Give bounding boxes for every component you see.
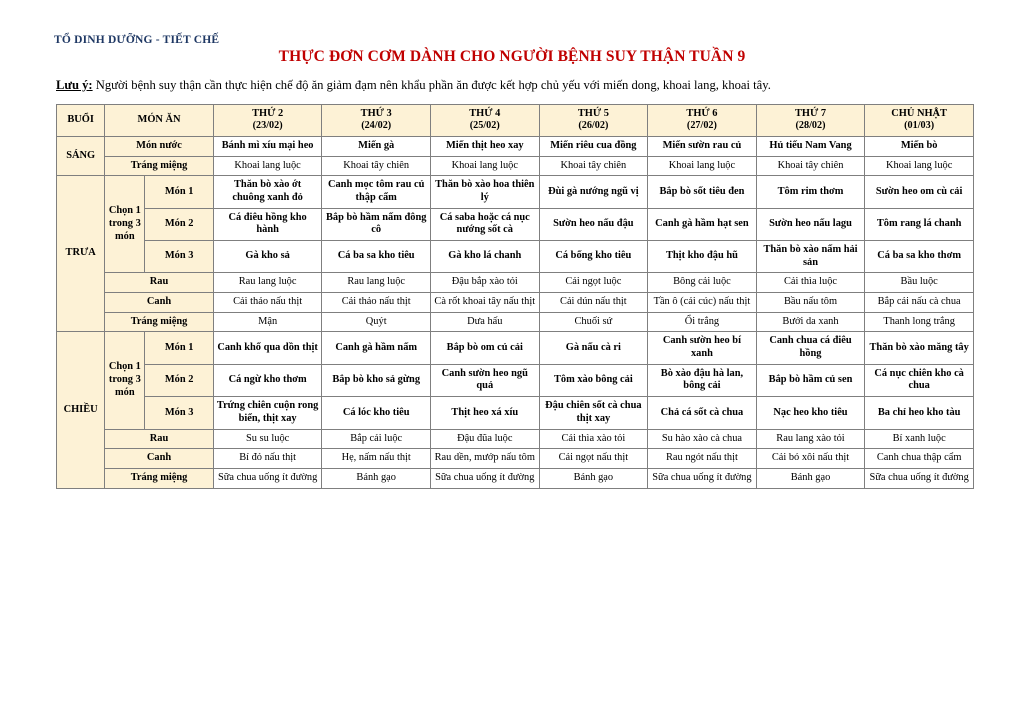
menu-cell: Bông cải luộc: [648, 273, 757, 293]
menu-cell: Đậu bắp xào tỏi: [430, 273, 539, 293]
menu-cell: Canh gà hầm hạt sen: [648, 208, 757, 240]
note-line: [56, 78, 972, 94]
menu-cell: Miến riêu cua đồng: [539, 136, 648, 156]
menu-cell: Khoai lang luộc: [865, 156, 974, 176]
menu-cell: Khoai tây chiên: [756, 156, 865, 176]
menu-cell: Bò xào đậu hà lan, bông cải: [648, 364, 757, 396]
menu-cell: Cá ba sa kho thơm: [865, 240, 974, 272]
header-day-tue: [322, 104, 431, 136]
header-day-sun: [865, 104, 974, 136]
menu-cell: Bắp bò hầm củ sen: [756, 364, 865, 396]
menu-cell: Miến bò: [865, 136, 974, 156]
row-label: Rau: [105, 273, 214, 293]
menu-cell: Thanh long trắng: [865, 312, 974, 332]
menu-cell: Khoai tây chiên: [539, 156, 648, 176]
menu-cell: Thăn bò xào măng tây: [865, 332, 974, 364]
menu-cell: Su hào xào cà chua: [648, 429, 757, 449]
table-row: [57, 208, 974, 240]
header-day-sat: [756, 104, 865, 136]
menu-cell: Bắp cải nấu cà chua: [865, 293, 974, 313]
menu-cell: Cải ngọt luộc: [539, 273, 648, 293]
menu-cell: Thăn bò xào hoa thiên lý: [430, 176, 539, 208]
menu-cell: Miến gà: [322, 136, 431, 156]
menu-cell: Cải thìa xào tỏi: [539, 429, 648, 449]
menu-cell: Đậu đũa luộc: [430, 429, 539, 449]
table-row: [57, 364, 974, 396]
menu-cell: Canh gà hầm nấm: [322, 332, 431, 364]
menu-cell: Sườn heo om cù cải: [865, 176, 974, 208]
header-day-wed: [430, 104, 539, 136]
menu-cell: Cá nục chiên kho cà chua: [865, 364, 974, 396]
table-row: [57, 332, 974, 364]
menu-cell: Thăn bò xào ớt chuông xanh đỏ: [213, 176, 322, 208]
menu-cell: Bắp bò sốt tiêu đen: [648, 176, 757, 208]
menu-cell: Cá ngừ kho thơm: [213, 364, 322, 396]
menu-cell: Ba chỉ heo kho tàu: [865, 397, 974, 429]
menu-cell: Bắp bò hầm nấm đông cô: [322, 208, 431, 240]
menu-cell: Bắp bò om củ cải: [430, 332, 539, 364]
menu-cell: Cà rốt khoai tây nấu thịt: [430, 293, 539, 313]
menu-cell: Cá điêu hồng kho hành: [213, 208, 322, 240]
menu-cell: Bưởi da xanh: [756, 312, 865, 332]
day-name: THỨ 5: [577, 107, 609, 119]
menu-cell: Cải thìa luộc: [756, 273, 865, 293]
note-label: Lưu ý:: [56, 78, 93, 92]
menu-cell: Tôm xào bông cải: [539, 364, 648, 396]
menu-cell: Cá ba sa kho tiêu: [322, 240, 431, 272]
menu-cell: Ổi trắng: [648, 312, 757, 332]
menu-cell: Sữa chua uống ít đường: [648, 468, 757, 488]
day-name: THỨ 2: [252, 107, 284, 119]
menu-cell: Thịt heo xá xíu: [430, 397, 539, 429]
menu-cell: Rau lang xào tỏi: [756, 429, 865, 449]
menu-cell: Bánh gạo: [756, 468, 865, 488]
row-label: Tráng miệng: [105, 156, 214, 176]
day-date: (01/03): [904, 120, 935, 132]
row-label: Món 2: [145, 208, 213, 240]
menu-cell: Cá saba hoặc cá nục nướng sốt cà: [430, 208, 539, 240]
menu-cell: Sườn heo nấu đậu: [539, 208, 648, 240]
table-row: [57, 156, 974, 176]
row-label: Món 3: [145, 240, 213, 272]
day-name: THỨ 4: [469, 107, 501, 119]
menu-cell: Khoai lang luộc: [213, 156, 322, 176]
table-head: [57, 104, 974, 136]
menu-cell: Cải dún nấu thịt: [539, 293, 648, 313]
menu-cell: Canh chua cá điêu hồng: [756, 332, 865, 364]
day-name: THỨ 7: [794, 107, 827, 119]
menu-cell: Quýt: [322, 312, 431, 332]
day-date: (24/02): [361, 120, 392, 132]
menu-cell: Miến thịt heo xay: [430, 136, 539, 156]
department-heading: TỔ DINH DƯỠNG - TIẾT CHẾ: [54, 34, 220, 46]
menu-cell: Gà kho lá chanh: [430, 240, 539, 272]
table-row: [57, 273, 974, 293]
table-row: [57, 293, 974, 313]
header-day-thu: [539, 104, 648, 136]
menu-cell: Canh mọc tôm rau củ thập cẩm: [322, 176, 431, 208]
menu-cell: Cá lóc kho tiêu: [322, 397, 431, 429]
menu-cell: Hẹ, nấm nấu thịt: [322, 449, 431, 469]
day-date: (25/02): [469, 120, 500, 132]
menu-cell: Nạc heo kho tiêu: [756, 397, 865, 429]
menu-cell: Canh sườn heo ngũ quả: [430, 364, 539, 396]
menu-cell: Rau lang luộc: [213, 273, 322, 293]
table-row: [57, 136, 974, 156]
row-label: Món 1: [145, 332, 213, 364]
row-label: Tráng miệng: [105, 312, 214, 332]
day-name: THỨ 3: [360, 107, 392, 119]
menu-cell: Bầu luộc: [865, 273, 974, 293]
menu-cell: Cải thảo nấu thịt: [322, 293, 431, 313]
menu-cell: Tần ô (cải cúc) nấu thịt: [648, 293, 757, 313]
menu-cell: Chả cá sốt cà chua: [648, 397, 757, 429]
menu-cell: Chuối sứ: [539, 312, 648, 332]
menu-cell: Gà nấu cà ri: [539, 332, 648, 364]
menu-cell: Bầu nấu tôm: [756, 293, 865, 313]
menu-cell: Cải ngọt nấu thịt: [539, 449, 648, 469]
header-day-mon: [213, 104, 322, 136]
menu-cell: Thăn bò xào nấm hải sản: [756, 240, 865, 272]
menu-cell: Rau dền, mướp nấu tôm: [430, 449, 539, 469]
note-text: Người bệnh suy thận cần thực hiện chế độ ăn giảm đạm nên khẩu phần ăn được kết hợp chủ yếu với miến dong, khoai lang, khoai tây.: [92, 78, 771, 92]
row-label: Rau: [105, 429, 214, 449]
menu-cell: Cải bó xôi nấu thịt: [756, 449, 865, 469]
row-label: Món 3: [145, 397, 213, 429]
day-date: (27/02): [686, 120, 717, 132]
menu-cell: Canh sườn heo bí xanh: [648, 332, 757, 364]
header-day-fri: [648, 104, 757, 136]
row-label: Món 1: [145, 176, 213, 208]
choose-group-label: Chọn 1 trong 3 món: [105, 332, 145, 429]
session-label: CHIỀU: [57, 332, 105, 488]
session-label: SÁNG: [57, 136, 105, 175]
day-date: (23/02): [252, 120, 283, 132]
table-row: [57, 176, 974, 208]
menu-cell: Sữa chua uống ít đường: [430, 468, 539, 488]
menu-cell: Rau ngót nấu thịt: [648, 449, 757, 469]
menu-cell: Bí xanh luộc: [865, 429, 974, 449]
menu-cell: Trứng chiên cuộn rong biển, thịt xay: [213, 397, 322, 429]
menu-cell: Bánh gạo: [322, 468, 431, 488]
menu-cell: Bắp cải luộc: [322, 429, 431, 449]
session-label: TRƯA: [57, 176, 105, 332]
menu-cell: Khoai tây chiên: [322, 156, 431, 176]
menu-cell: Dưa hấu: [430, 312, 539, 332]
table-row: [57, 468, 974, 488]
menu-cell: Thịt kho đậu hũ: [648, 240, 757, 272]
day-date: (26/02): [578, 120, 609, 132]
row-label: Món nước: [105, 136, 214, 156]
table-row: [57, 240, 974, 272]
row-label: Món 2: [145, 364, 213, 396]
menu-cell: Bánh mì xíu mại heo: [213, 136, 322, 156]
menu-cell: Gà kho sả: [213, 240, 322, 272]
table-row: [57, 449, 974, 469]
menu-cell: Bánh gạo: [539, 468, 648, 488]
menu-cell: Sữa chua uống ít đường: [213, 468, 322, 488]
menu-cell: Tôm rim thơm: [756, 176, 865, 208]
row-label: Tráng miệng: [105, 468, 214, 488]
menu-cell: Miến sườn rau củ: [648, 136, 757, 156]
menu-cell: Đùi gà nướng ngũ vị: [539, 176, 648, 208]
page-title: THỰC ĐƠN CƠM DÀNH CHO NGƯỜI BỆNH SUY THẬN TUẦN 9: [278, 48, 746, 65]
menu-cell: Cá bống kho tiêu: [539, 240, 648, 272]
menu-cell: Sữa chua uống ít đường: [865, 468, 974, 488]
menu-cell: Hủ tiếu Nam Vang: [756, 136, 865, 156]
header-monan: MÓN ĂN: [105, 104, 214, 136]
header-row: [57, 104, 974, 136]
menu-cell: Khoai lang luộc: [430, 156, 539, 176]
menu-cell: Bắp bò kho sả gừng: [322, 364, 431, 396]
table-row: [57, 312, 974, 332]
table-row: [57, 397, 974, 429]
day-name: THỨ 6: [686, 107, 718, 119]
day-date: (28/02): [795, 120, 826, 132]
menu-cell: Su su luộc: [213, 429, 322, 449]
menu-cell: Khoai lang luộc: [648, 156, 757, 176]
menu-cell: Sườn heo nấu lagu: [756, 208, 865, 240]
menu-cell: Canh chua thập cẩm: [865, 449, 974, 469]
menu-cell: Đậu chiên sốt cà chua thịt xay: [539, 397, 648, 429]
menu-cell: Bí đỏ nấu thịt: [213, 449, 322, 469]
day-name: CHỦ NHẬT: [891, 107, 947, 119]
menu-cell: Cải thảo nấu thịt: [213, 293, 322, 313]
choose-group-label: Chọn 1 trong 3 món: [105, 176, 145, 273]
table-row: [57, 429, 974, 449]
menu-cell: Mận: [213, 312, 322, 332]
header-buoi: BUỔI: [57, 104, 105, 136]
menu-table: [56, 104, 974, 489]
row-label: Canh: [105, 293, 214, 313]
row-label: Canh: [105, 449, 214, 469]
table-body: [57, 136, 974, 488]
menu-cell: Tôm rang lá chanh: [865, 208, 974, 240]
menu-cell: Canh khổ qua dồn thịt: [213, 332, 322, 364]
menu-cell: Rau lang luộc: [322, 273, 431, 293]
